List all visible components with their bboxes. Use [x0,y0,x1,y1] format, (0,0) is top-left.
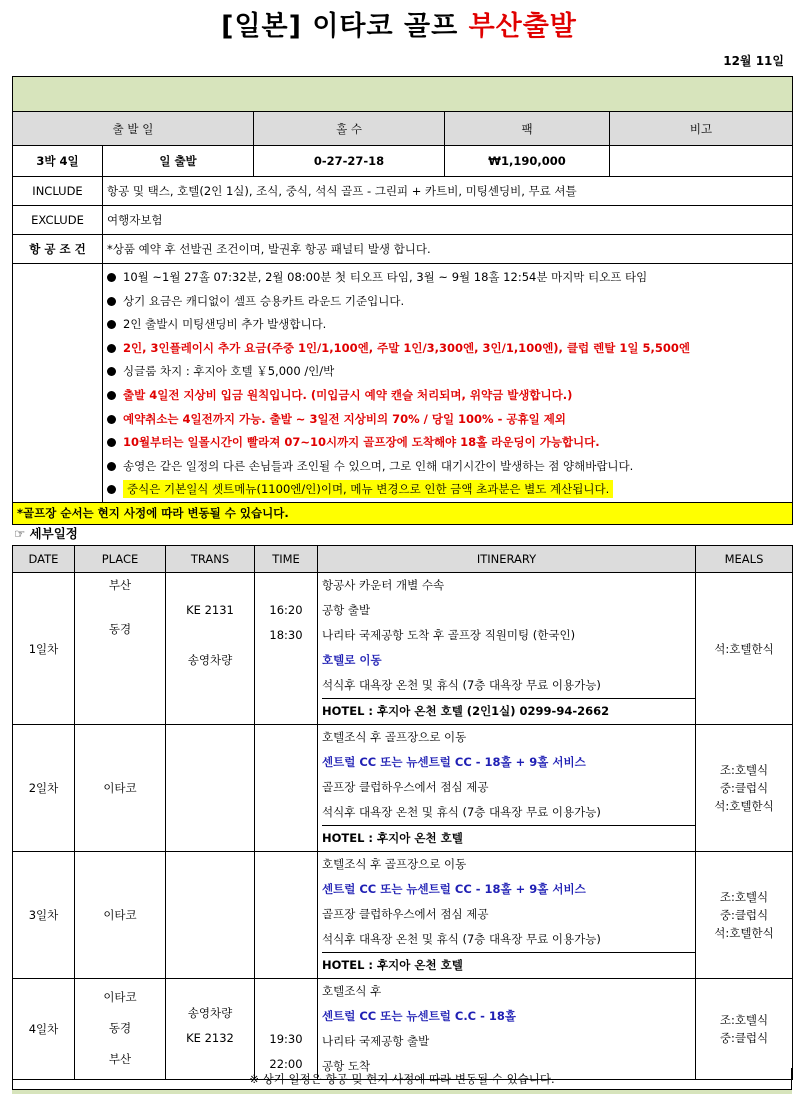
note-item [103,431,792,455]
note-item [103,313,792,337]
day-place [75,725,166,852]
bullet-icon [107,391,116,400]
col-trans: TRANS [166,546,255,573]
note-item [103,266,792,290]
time-line [259,573,313,598]
itinerary-line: 석식후 대욕장 온천 및 휴식 (7층 대욕장 무료 이용가능) [322,932,601,946]
time-line: 18:30 [269,628,303,642]
note-text: 2인 출발시 미팅샌딩비 추가 발생합니다. [123,317,327,332]
itinerary-line: 공항 출발 [322,603,371,617]
package-price: ₩1,190,000 [445,146,610,177]
col-itinerary: ITINERARY [318,546,696,573]
day-meals [696,979,793,1080]
itinerary-line: 호텔조식 후 골프장으로 이동 [322,730,467,744]
itinerary-line: 센트럴 CC 또는 뉴센트럴 CC - 18홀 + 9홀 서비스 [322,882,586,896]
col-date: DATE [13,546,75,573]
note-item [103,290,792,314]
bullet-icon [107,462,116,471]
note-item [103,360,792,384]
title-main: [일본] 이타코 골프 [221,11,469,42]
notes-list [103,264,793,503]
meal-line: 중:클럽식 [719,1031,769,1045]
day-itinerary [318,979,696,1080]
place-line: 부산 [108,1052,132,1066]
trans-line: KE 2132 [186,1031,234,1045]
trans-line: 송영차량 [187,1006,233,1020]
notes-spacer [13,264,103,503]
bullet-icon [107,273,116,282]
include-label: INCLUDE [13,177,103,206]
bottom-band [12,1090,792,1094]
note-text: 10월 ~1월 27홀 07:32분, 2월 08:00분 첫 티오프 타임, 3월 ~ 9월 18홀 12:54분 마지막 티오프 타임 [123,270,648,284]
day-row [13,573,793,725]
bullet-icon [107,415,116,424]
document-date: 12월 11일 [723,54,784,68]
itinerary-line: 골프장 클럽하우스에서 점심 제공 [322,780,489,794]
bullet-icon [107,344,116,353]
itinerary-line: 호텔조식 후 골프장으로 이동 [322,857,467,871]
place-line: 부산 [108,578,132,592]
place-line: 이타코 [103,908,137,922]
hotel-info: HOTEL : 후지아 온천 호텔 [322,952,696,978]
day-trans [166,852,255,979]
day-date: 3일차 [13,852,75,979]
meal-line: 조:호텔식 [719,1013,769,1027]
itinerary-line: 호텔로 이동 [322,653,382,667]
time-line: 16:20 [269,603,303,617]
itinerary-line: 호텔조식 후 [322,984,382,998]
itinerary-line: 석식후 대욕장 온천 및 휴식 (7층 대욕장 무료 이용가능) [322,678,601,692]
section-title: ☞ 세부일정 [14,526,78,541]
meal-line: 조:호텔식 [719,763,769,777]
day-itinerary [318,573,696,725]
hotel-info: HOTEL : 후지아 온천 호텔 [322,825,696,851]
note-item [103,337,792,361]
package-day: 일 출발 [103,146,254,177]
header-note: 비고 [610,112,793,146]
exclude-label: EXCLUDE [13,206,103,235]
day-time [255,852,318,979]
package-note [610,146,793,177]
day-time [255,573,318,725]
footer-note: ※ 상기 일정은 항공 및 현지 사정에 따라 변동될 수 있습니다. [12,1068,792,1090]
day-trans [166,573,255,725]
air-label: 항 공 조 건 [13,235,103,264]
itinerary-line: 항공사 카운터 개별 수속 [322,578,445,592]
note-text: 출발 4일전 지상비 입금 원칙입니다. (미입금시 예약 캔슬 처리되며, 위약금 발생합니다.) [123,387,573,402]
day-date: 1일차 [13,573,75,725]
note-text: 예약취소는 4일전까지 가능. 출발 ~ 3일전 지상비의 70% / 당일 100% - 공휴일 제외 [123,411,566,426]
day-meals [696,573,793,725]
bullet-icon [107,367,116,376]
trans-line: KE 2131 [186,603,234,617]
note-text: 싱글룸 차지 : 후지아 호텔 ￥5,000 /인/박 [123,364,335,379]
time-line: 22:00 [269,1057,303,1071]
place-line [79,595,161,617]
header-pack: 팩 [445,112,610,146]
day-place [75,573,166,725]
hotel-info: HOTEL : 후지아 온천 호텔 (2인1실) 0299-94-2662 [322,698,696,724]
day-date: 4일차 [13,979,75,1080]
note-text: 상기 요금은 캐디없이 셀프 승용카트 라운드 기준입니다. [123,293,405,308]
bullet-icon [107,297,116,306]
golf-order-note: *골프장 순서는 현지 사정에 따라 변동될 수 있습니다. [13,502,793,524]
col-place: PLACE [75,546,166,573]
meal-line: 석:호텔한식 [714,926,774,940]
note-text: 10월부터는 일몰시간이 빨라져 07~10시까지 골프장에 도착해야 18홀 라운딩이 가능합니다. [123,435,600,450]
col-time: TIME [255,546,318,573]
meal-line: 석:호텔한식 [714,641,774,656]
note-item [103,478,792,502]
bullet-icon [107,485,116,494]
include-text: 항공 및 택스, 호텔(2인 1실), 조식, 중식, 석식 골프 - 그린피 + 카트비, 미팅센딩비, 무료 셔틀 [103,177,793,206]
meal-line: 석:호텔한식 [714,799,774,813]
day-trans [166,979,255,1080]
place-line: 이타코 [103,990,137,1004]
day-meals [696,725,793,852]
trans-line [170,623,250,648]
itinerary-line: 센트럴 CC 또는 뉴센트럴 CC - 18홀 + 9홀 서비스 [322,755,586,769]
trans-line [170,573,250,598]
note-item [103,384,792,408]
note-text: 2인, 3인플레이시 추가 요금(주중 1인/1,100엔, 주말 1인/3,300엔, 3인/1,100엔), 클럽 렌탈 1일 5,500엔 [123,340,690,355]
note-text: 중식은 기본일식 셋트메뉴(1100엔/인)이며, 메뉴 변경으로 인한 금액 초과분은 별도 계산됩니다. [123,480,613,498]
bullet-icon [107,438,116,447]
day-place [75,852,166,979]
itinerary-line: 센트럴 CC 또는 뉴센트럴 C.C - 18홀 [322,1009,517,1023]
itinerary-line: 석식후 대욕장 온천 및 휴식 (7층 대욕장 무료 이용가능) [322,805,601,819]
note-text: 송영은 같은 일정의 다른 손님들과 조인될 수 있으며, 그로 인해 대기시간이 발생하는 점 양해바랍니다. [123,458,634,473]
package-nights: 3박 4일 [13,146,103,177]
exclude-text: 여행자보험 [103,206,793,235]
day-time [255,979,318,1080]
day-row [13,852,793,979]
itinerary-line: 나리타 국제공항 도착 후 골프장 직원미팅 (한국인) [322,628,576,642]
day-itinerary [318,852,696,979]
header-holes: 홀 수 [254,112,445,146]
meal-line: 조:호텔식 [719,890,769,904]
page-title [0,4,798,43]
itinerary-line: 골프장 클럽하우스에서 점심 제공 [322,907,489,921]
itinerary-table [12,545,793,1080]
header-departure: 출 발 일 [13,112,254,146]
place-line: 이타코 [103,781,137,795]
green-band [13,77,793,112]
meal-line: 중:클럽식 [719,781,769,795]
day-meals [696,852,793,979]
bullet-icon [107,320,116,329]
col-meals: MEALS [696,546,793,573]
day-place [75,979,166,1080]
place-line: 동경 [108,622,132,636]
day-row [13,725,793,852]
air-text: *상품 예약 후 선발권 조건이며, 발권후 항공 패널티 발생 합니다. [103,235,793,264]
package-holes: 0-27-27-18 [254,146,445,177]
time-line: 19:30 [269,1032,303,1046]
day-date: 2일차 [13,725,75,852]
meal-line: 중:클럽식 [719,908,769,922]
day-time [255,725,318,852]
day-itinerary [318,725,696,852]
note-item [103,408,792,432]
place-line: 동경 [108,1021,132,1035]
trans-line: 송영차량 [187,653,233,667]
itinerary-line: 공항 도착 [322,1059,371,1073]
day-row [13,979,793,1080]
itinerary-line: 나리타 국제공항 출발 [322,1034,430,1048]
day-trans [166,725,255,852]
title-highlight: 부산출발 [468,11,577,42]
note-item [103,455,792,479]
package-table [12,76,793,525]
